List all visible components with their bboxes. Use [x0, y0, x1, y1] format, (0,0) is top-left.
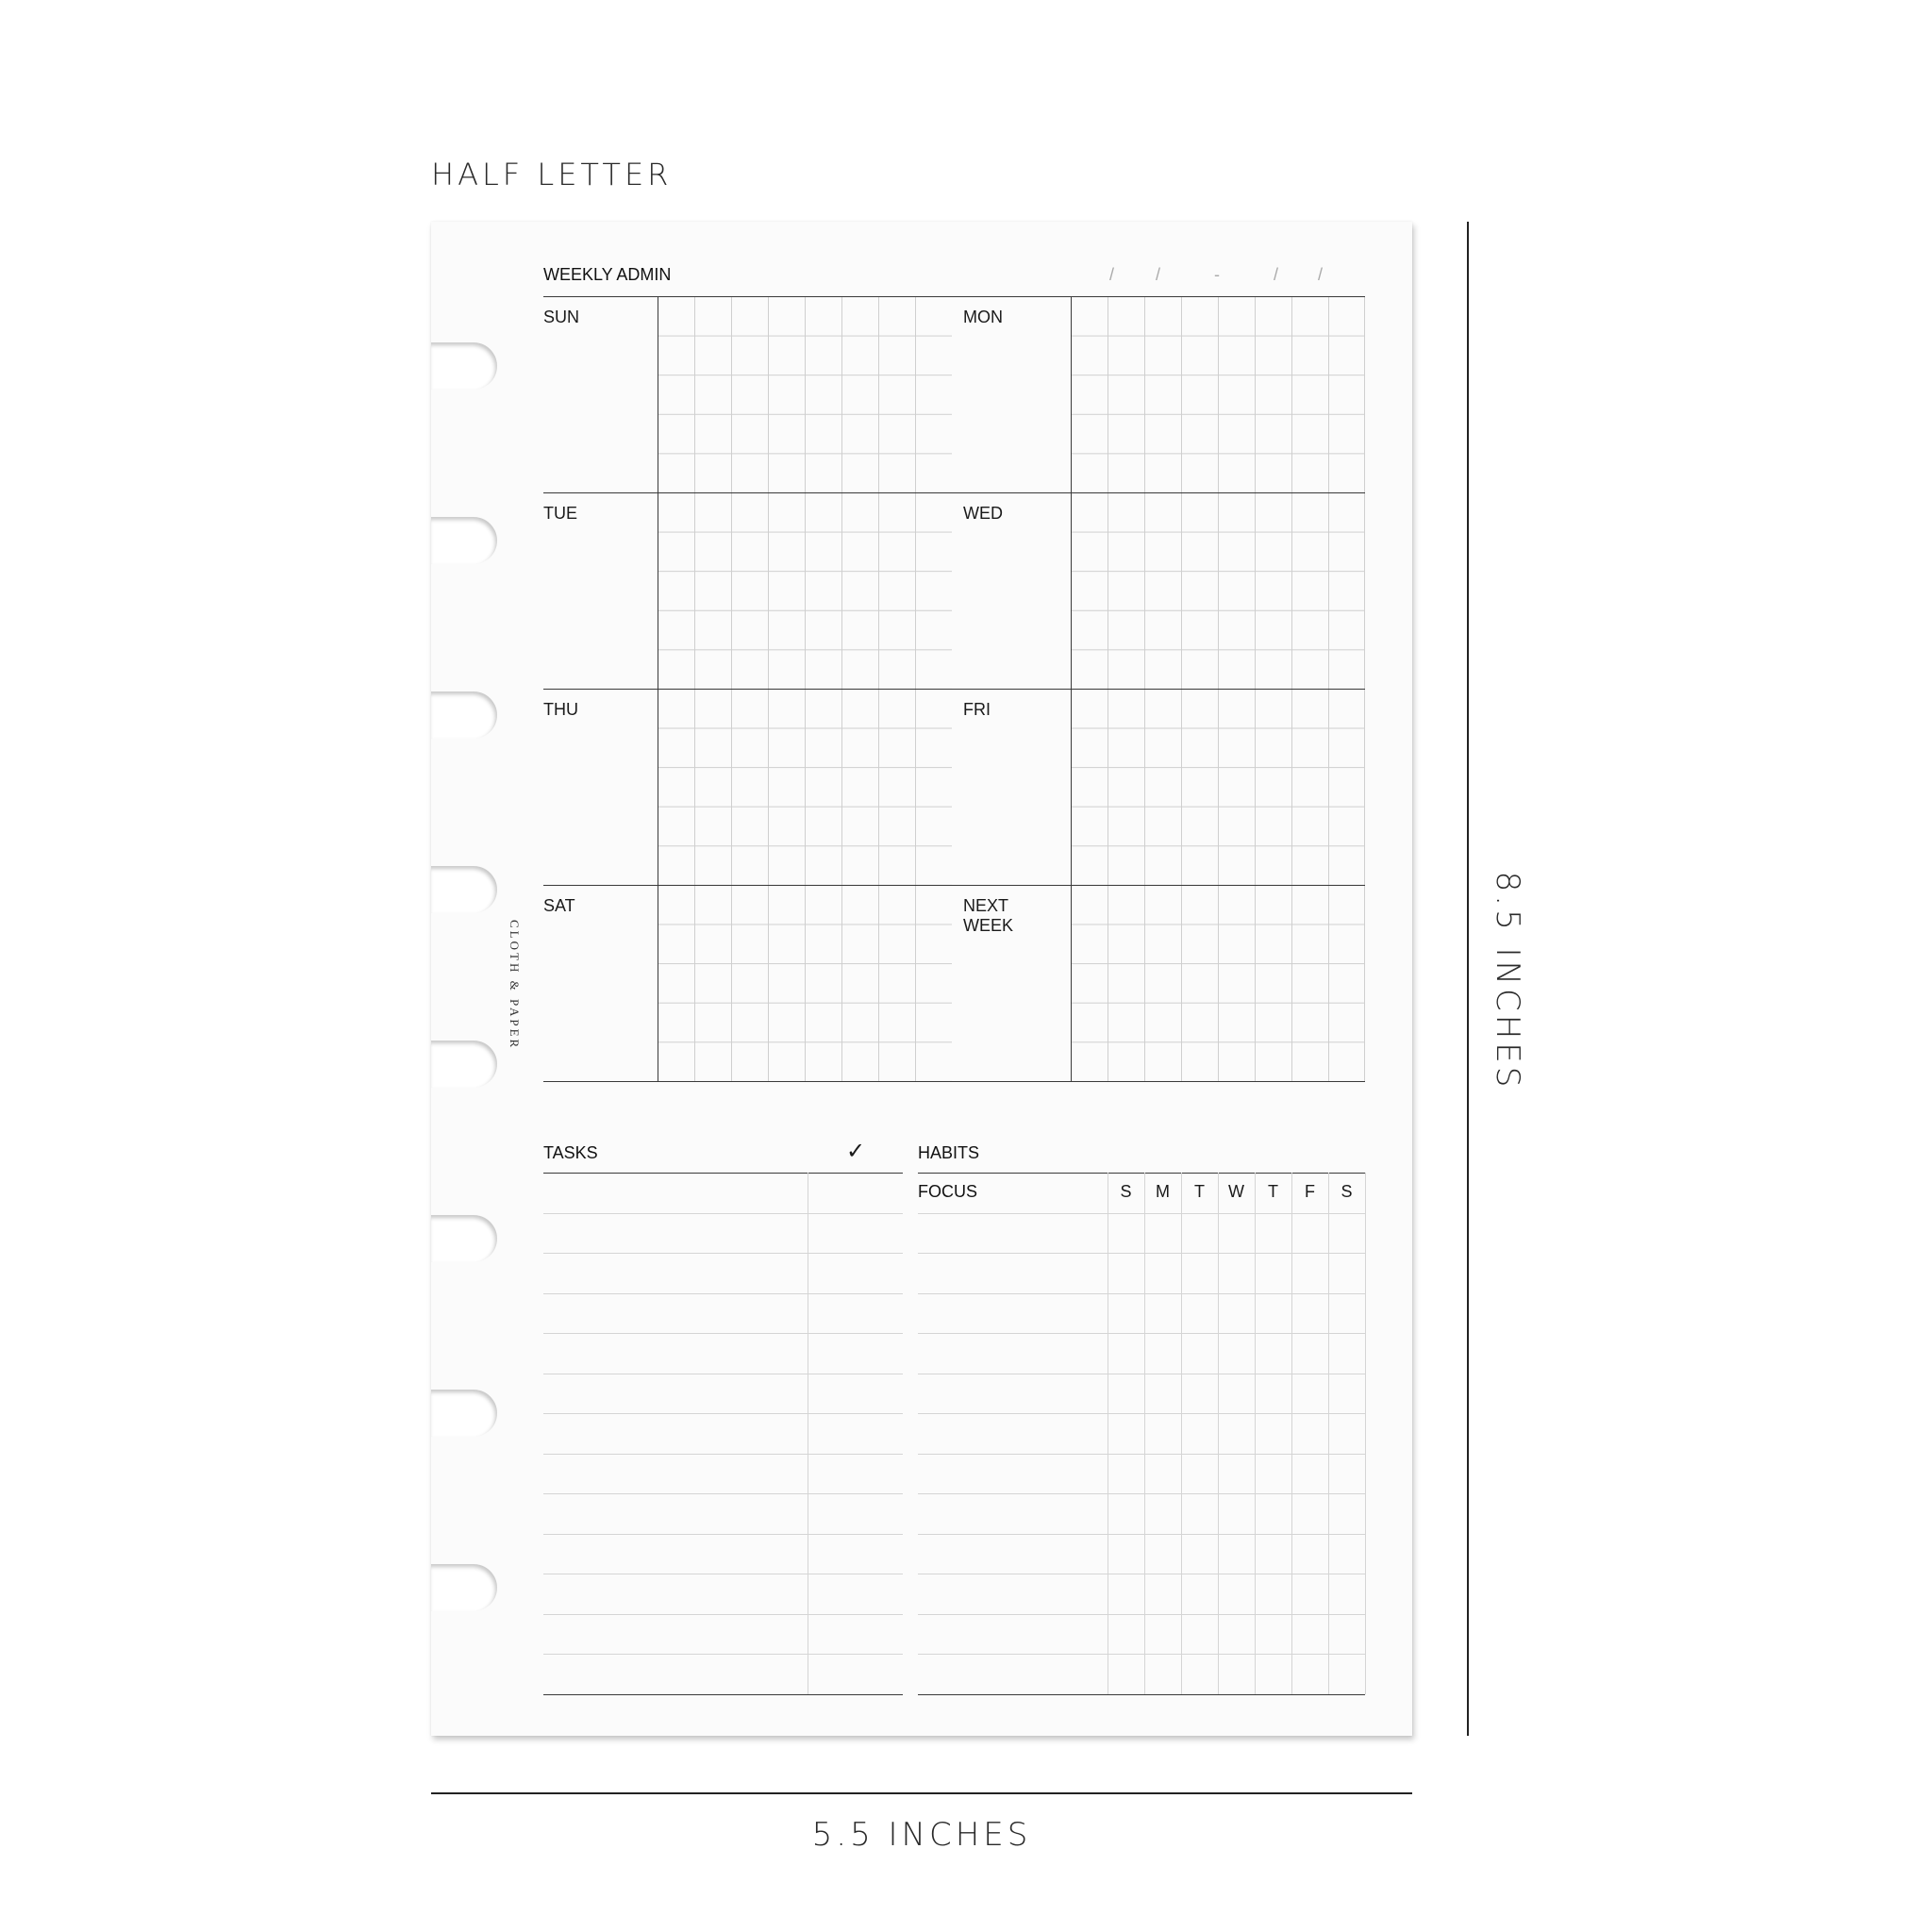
date-separator: / — [1318, 265, 1324, 284]
habit-column-line — [1291, 1173, 1292, 1694]
brand-mark: CLOTH & PAPER — [508, 920, 522, 1051]
tasks-bottom-line — [543, 1694, 903, 1695]
habits-bottom-line — [918, 1694, 1365, 1695]
habit-line — [918, 1614, 1365, 1615]
row-divider — [543, 885, 1365, 886]
habit-column-line — [1144, 1173, 1145, 1694]
height-label: 8.5 INCHES — [1489, 871, 1526, 1091]
habit-column-line — [1181, 1173, 1182, 1694]
punch-hole — [431, 866, 497, 913]
punch-hole — [431, 517, 497, 564]
punch-hole — [431, 342, 497, 390]
habit-line — [918, 1654, 1365, 1655]
row-divider — [543, 492, 1365, 493]
habit-line — [918, 1293, 1365, 1294]
punch-hole — [431, 1215, 497, 1262]
day-label-fri: FRI — [963, 700, 991, 719]
task-line — [543, 1454, 903, 1455]
task-line — [543, 1654, 903, 1655]
day-label-sun: SUN — [543, 308, 580, 326]
habit-line — [918, 1493, 1365, 1494]
punch-hole — [431, 1564, 497, 1611]
habit-line — [918, 1253, 1365, 1254]
task-line — [543, 1213, 903, 1214]
task-line — [543, 1493, 903, 1494]
width-label: 5.5 INCHES — [811, 1816, 1032, 1854]
row-divider — [543, 689, 1365, 690]
day-label-next-week: NEXT WEEK — [963, 896, 1014, 935]
day-label-thu: THU — [543, 700, 578, 719]
task-line — [543, 1333, 903, 1334]
height-dimension-line — [1467, 222, 1469, 1736]
habit-line — [918, 1213, 1365, 1214]
habit-line — [918, 1413, 1365, 1414]
row-divider — [543, 296, 1365, 297]
punch-hole — [431, 691, 497, 739]
task-line — [543, 1293, 903, 1294]
day-label-mon: MON — [963, 308, 1003, 326]
task-line — [543, 1253, 903, 1254]
punch-hole — [431, 1390, 497, 1437]
habit-column-line — [1365, 1173, 1366, 1694]
habit-line — [918, 1454, 1365, 1455]
habit-weekday-label: T — [1268, 1182, 1278, 1201]
date-separator: / — [1109, 265, 1115, 284]
habit-line — [918, 1534, 1365, 1535]
date-separator: / — [1156, 265, 1161, 284]
date-separator: - — [1214, 265, 1220, 284]
page-title: WEEKLY ADMIN — [543, 265, 672, 284]
habit-line — [918, 1333, 1365, 1334]
habit-weekday-label: W — [1228, 1182, 1244, 1201]
day-label-wed: WED — [963, 504, 1003, 523]
habit-weekday-label: M — [1156, 1182, 1170, 1201]
date-separator: / — [1274, 265, 1279, 284]
day-label-tue: TUE — [543, 504, 577, 523]
task-line — [543, 1534, 903, 1535]
tasks-title: TASKS — [543, 1143, 598, 1162]
task-line — [543, 1614, 903, 1615]
tasks-header-line — [543, 1173, 903, 1174]
day-label-sat: SAT — [543, 896, 575, 915]
habit-weekday-label: F — [1305, 1182, 1315, 1201]
size-title: HALF LETTER — [431, 157, 673, 192]
punch-hole — [431, 1041, 497, 1088]
habit-weekday-label: S — [1341, 1182, 1353, 1201]
column-divider — [1071, 296, 1072, 1081]
width-dimension-line — [431, 1792, 1412, 1794]
check-icon: ✓ — [846, 1138, 866, 1164]
habit-weekday-label: T — [1194, 1182, 1205, 1201]
habit-column-line — [1328, 1173, 1329, 1694]
row-divider — [543, 1081, 1365, 1082]
habits-header-line — [918, 1173, 1365, 1174]
habit-weekday-label: S — [1120, 1182, 1132, 1201]
habits-title: HABITS — [918, 1143, 980, 1162]
habit-column-line — [1255, 1173, 1256, 1694]
task-line — [543, 1413, 903, 1414]
habit-column-line — [1218, 1173, 1219, 1694]
focus-label: FOCUS — [918, 1182, 977, 1201]
